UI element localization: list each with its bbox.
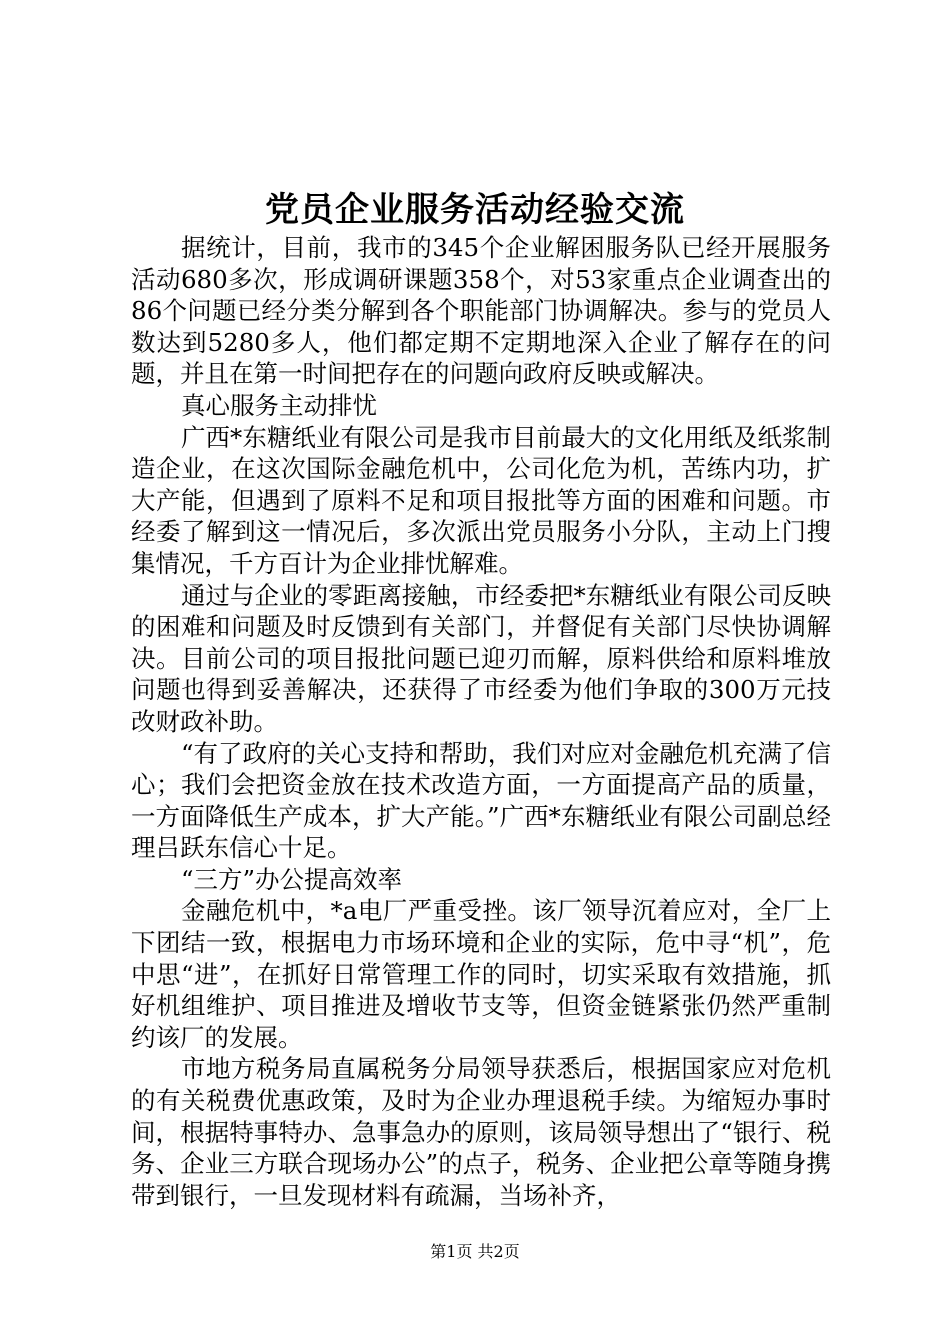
section-heading-three-party: “三方”办公提高效率 — [181, 864, 403, 894]
paragraph-power-plant: 金融危机中，*a电厂严重受挫。该厂领导沉着应对，全厂上下团结一致，根据电力市场环境和企业的实际，危中寻“机”，危中思“进”，在抓好日常管理工作的同时，切实采取有效措施，抓好机组维护、项目推进及增收节支等，但资金链紧张仍然严重制约该厂的发展。 — [131, 896, 831, 1052]
section-heading-service: 真心服务主动排忧 — [181, 390, 377, 420]
paragraph-intro: 据统计，目前，我市的345个企业解困服务队已经开展服务活动680多次，形成调研课题358个，对53家重点企业调查出的86个问题已经分类分解到各个职能部门协调解决。参与的党员人数达到5280多人，他们都定期不定期地深入企业了解存在的问题，并且在第一时间把存在的问题向政府反映或解决。 — [131, 233, 831, 389]
page-number-footer: 第1页 共2页 — [430, 1242, 520, 1261]
paragraph-tax-bureau: 市地方税务局直属税务分局领导获悉后，根据国家应对危机的有关税费优惠政策，及时为企业办理退税手续。为缩短办事时间，根据特事特办、急事急办的原则，该局领导想出了“银行、税务、企业三方联合现场办公”的点子，税务、企业把公章等随身携带到银行，一旦发现材料有疏漏，当场补齐， — [131, 1054, 831, 1210]
paragraph-quote: “有了政府的关心支持和帮助，我们对应对金融危机充满了信心；我们会把资金放在技术改造方面，一方面提高产品的质量，一方面降低生产成本，扩大产能。”广西*东糖纸业有限公司副总经理吕跃东信心十足。 — [131, 738, 831, 863]
document-title: 党员企业服务活动经验交流 — [265, 190, 685, 230]
paragraph-feedback: 通过与企业的零距离接触，市经委把*东糖纸业有限公司反映的困难和问题及时反馈到有关部门，并督促有关部门尽快协调解决。目前公司的项目报批问题已迎刃而解，原料供给和原料堆放问题也得到妥善解决，还获得了市经委为他们争取的300万元技改财政补助。 — [131, 580, 831, 736]
document-body — [131, 232, 831, 1211]
paragraph-paper-company: 广西*东糖纸业有限公司是我市目前最大的文化用纸及纸浆制造企业，在这次国际金融危机中，公司化危为机，苦练内功，扩大产能，但遇到了原料不足和项目报批等方面的困难和问题。市经委了解到这一情况后，多次派出党员服务小分队，主动上门搜集情况，千方百计为企业排忧解难。 — [131, 422, 831, 578]
